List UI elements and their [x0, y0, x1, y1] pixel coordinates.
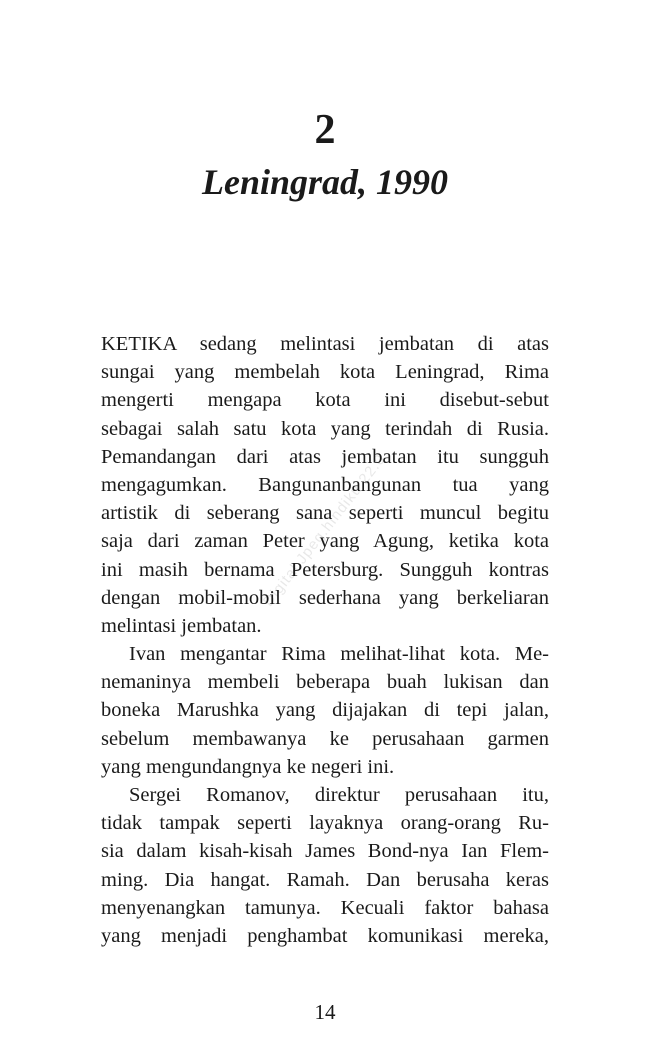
text-line: sia dalam kisah-kisah James Bond-nya Ian Flem- [101, 840, 549, 863]
text-line: melintasi jembatan. [101, 614, 262, 637]
chapter-number: 2 [314, 107, 336, 153]
chapter-title: Leningrad, 1990 [201, 162, 449, 202]
text-line: KETIKA sedang melintasi jembatan di atas [101, 333, 549, 355]
text-line: yang mengundangnya ke negeri ini. [101, 755, 395, 778]
text-line: Pemandangan dari atas jembatan itu sungguh [101, 445, 549, 468]
text-line: saja dari zaman Peter yang Agung, ketika kota [101, 530, 549, 553]
text-line: mengerti mengapa kota ini disebut-sebut [101, 389, 549, 412]
text-line: nemaninya membeli beberapa buah lukisan dan [101, 671, 549, 694]
watermark: Digital Jpeg.hindiku 22.0 [259, 450, 390, 610]
body-text [101, 330, 549, 950]
text-line: ming. Dia hangat. Ramah. Dan berusaha keras [101, 868, 549, 891]
text-line: sebagai salah satu kota yang terindah di Rusia. [101, 417, 549, 440]
text-line: artistik di seberang sana seperti muncul begitu [101, 502, 549, 525]
text-line: Ivan mengantar Rima melihat-lihat kota. Me- [129, 643, 549, 666]
text-line: sungai yang membelah kota Leningrad, Rima [101, 361, 549, 384]
text-line: dengan mobil-mobil sederhana yang berkeliaran [101, 586, 549, 609]
text-line: menyenangkan tamunya. Kecuali faktor bahasa [101, 896, 549, 919]
text-line: Sergei Romanov, direktur perusahaan itu, [129, 784, 549, 806]
text-line: boneka Marushka yang dijajakan di tepi jalan, [101, 699, 549, 722]
text-line: mengagumkan. Bangunanbangunan tua yang [101, 473, 549, 496]
text-line: sebelum membawanya ke perusahaan garmen [101, 727, 549, 750]
text-line: ini masih bernama Petersburg. Sungguh kontras [101, 558, 549, 581]
text-line: tidak tampak seperti layaknya orang-orang Ru- [101, 812, 549, 835]
page-number: 14 [314, 1000, 336, 1024]
text-line: yang menjadi penghambat komunikasi mereka, [101, 924, 549, 947]
